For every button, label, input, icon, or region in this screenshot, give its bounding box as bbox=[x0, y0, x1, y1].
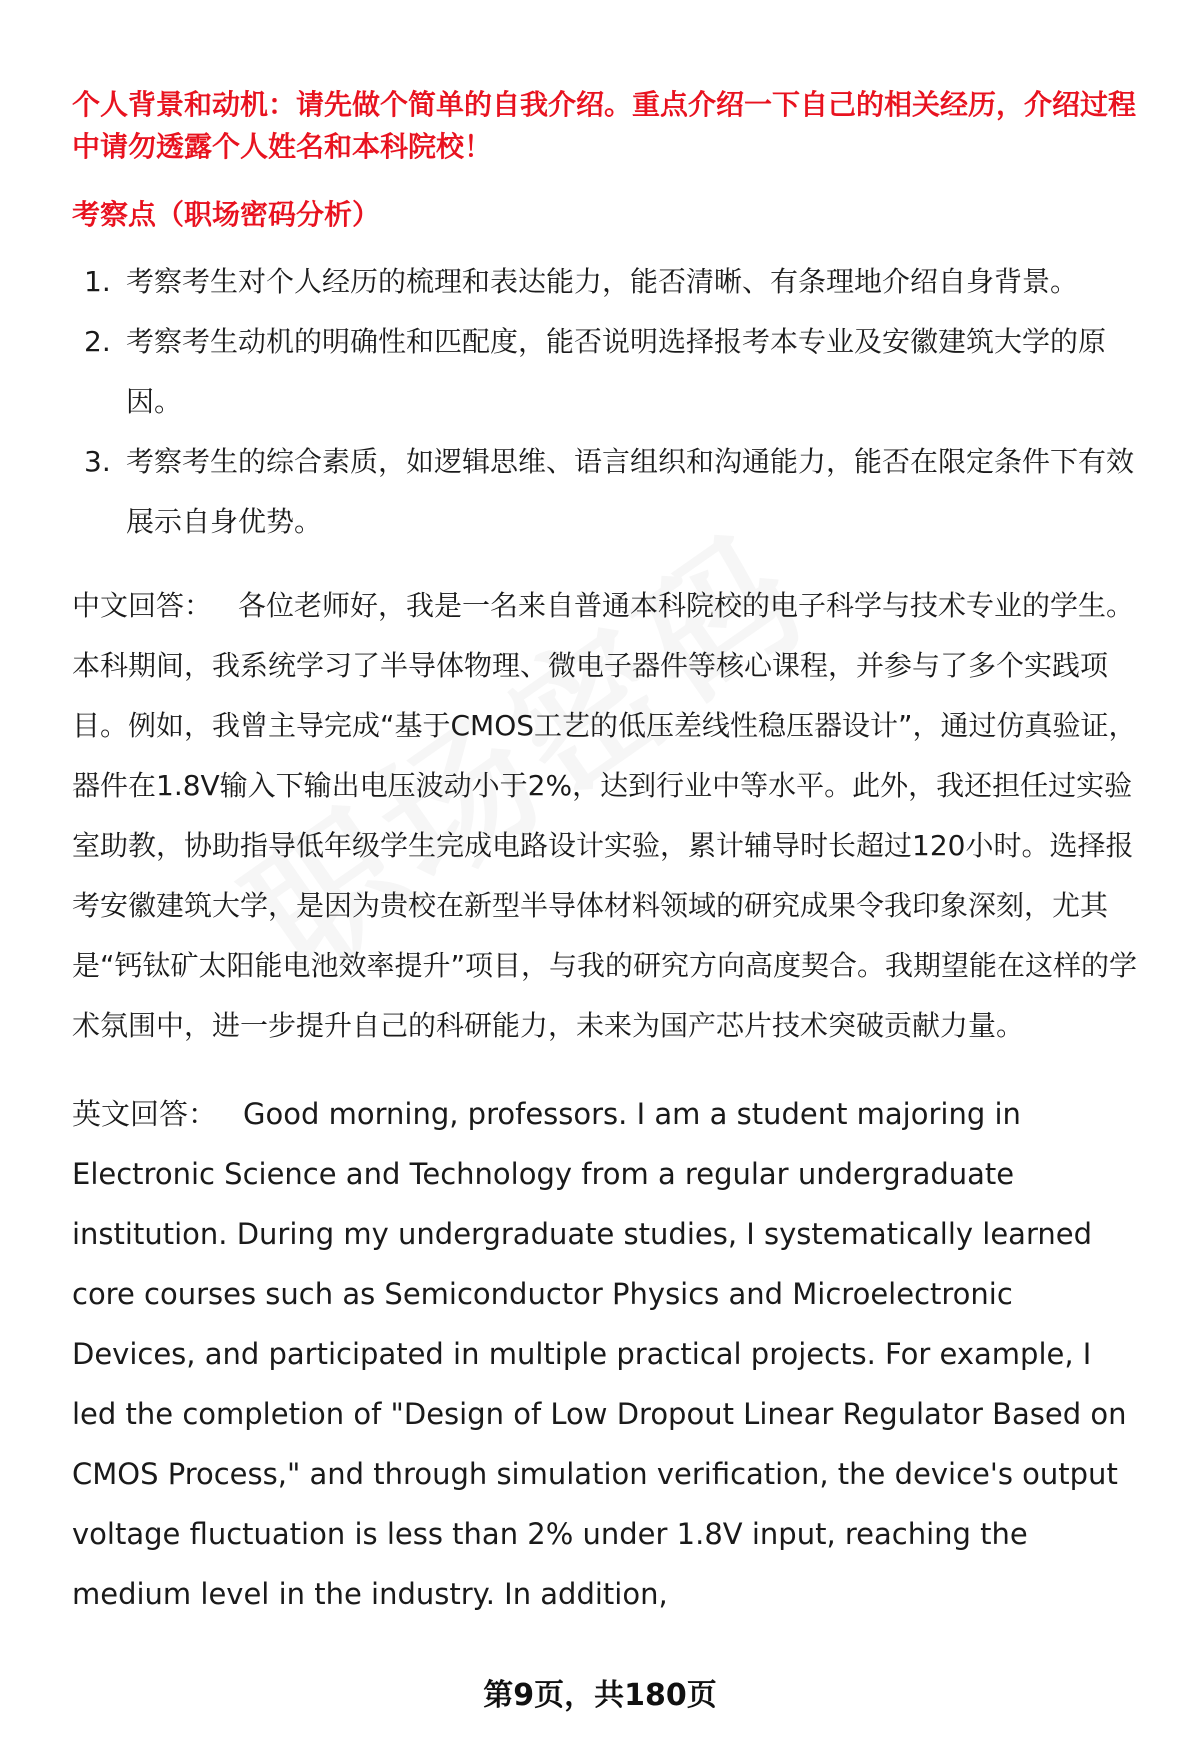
list-item bbox=[72, 432, 1144, 552]
list-text: 考察考生对个人经历的梳理和表达能力，能否清晰、有条理地介绍自身背景。 bbox=[126, 265, 1079, 298]
content bbox=[72, 84, 1144, 1624]
list-number: 3. bbox=[84, 445, 111, 478]
list-number: 2. bbox=[84, 325, 111, 358]
list-text: 考察考生动机的明确性和匹配度，能否说明选择报考本专业及安徽建筑大学的原因。 bbox=[126, 325, 1107, 418]
chinese-answer-text: 各位老师好，我是一名来自普通本科院校的电子科学与技术专业的学生。本科期间，我系统学习了半导体物理、微电子器件等核心课程，并参与了多个实践项目。例如，我曾主导完成“基于CMOS工艺的低压差线性稳压器设计”，通过仿真验证，器件在1.8V输入下输出电压波动小于2%，达到行业中等水平。此外，我还担任过实验室助教，协助指导低年级学生完成电路设计实验，累计辅导时长超过120小时。选择报考安徽建筑大学，是因为贵校在新型半导体材料领域的研究成果令我印象深刻，尤其是“钙钛矿太阳能电池效率提升”项目，与我的研究方向高度契合。我期望能在这样的学术氛围中，进一步提升自己的科研能力，未来为国产芯片技术突破贡献力量。 bbox=[72, 589, 1138, 1042]
list-number: 1. bbox=[84, 265, 111, 298]
assessment-points bbox=[72, 252, 1144, 552]
list-text: 考察考生的综合素质，如逻辑思维、语言组织和沟通能力，能否在限定条件下有效展示自身优势。 bbox=[126, 445, 1135, 538]
question-heading: 个人背景和动机：请先做个简单的自我介绍。重点介绍一下自己的相关经历，介绍过程中请勿透露个人姓名和本科院校！ bbox=[72, 88, 1137, 163]
page-number: 第9页，共180页 bbox=[483, 1678, 717, 1713]
list-item bbox=[72, 252, 1144, 312]
english-answer-label: 英文回答： bbox=[72, 1097, 218, 1131]
english-answer-text: Good morning, professors. I am a student majoring in Electronic Science and Technology from a regular undergraduate institution. During my undergraduate studies, I systematically learned core courses such as Semiconductor Physics and Microelectronic Devices, and participated in multiple practical projects. For example, I led the completion of "Design of Low Dropout Linear Regulator Based on CMOS Process," and through simulation verification, the device's output voltage fluctuation is less than 2% under 1.8V input, reaching the medium level in the industry. In addition, bbox=[72, 1097, 1127, 1611]
assessment-heading: 考察点（职场密码分析） bbox=[72, 198, 381, 231]
chinese-answer-label: 中文回答： bbox=[72, 589, 213, 622]
english-answer bbox=[72, 1084, 1144, 1624]
chinese-answer bbox=[72, 576, 1144, 1056]
list-item bbox=[72, 312, 1144, 432]
